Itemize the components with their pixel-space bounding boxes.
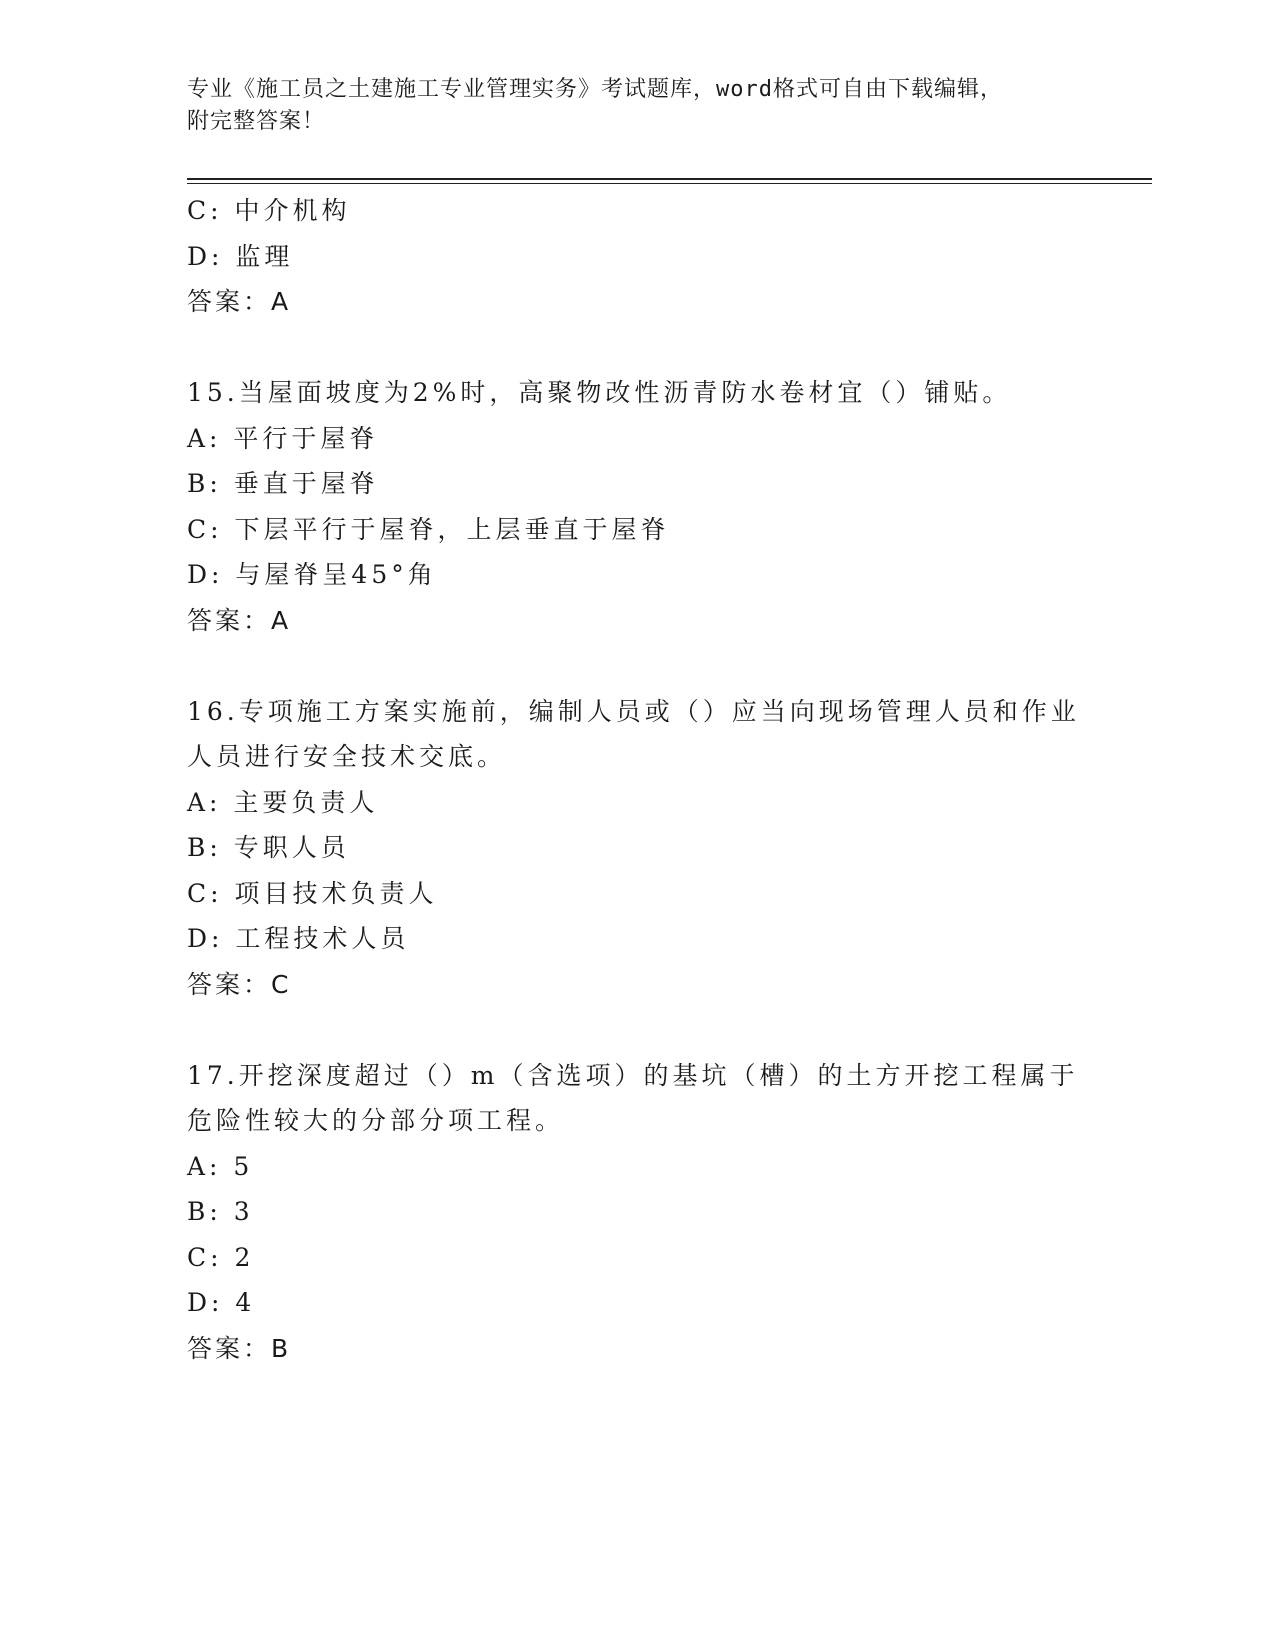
- spacer: [187, 643, 1087, 689]
- question-17: [187, 1053, 1087, 1372]
- question-content: [187, 188, 1087, 1371]
- option-a: A: 5: [187, 1151, 254, 1181]
- option-b: B: 3: [187, 1197, 254, 1226]
- header-line-2: 附完整答案！: [187, 109, 326, 134]
- option-a: A: 平行于屋脊: [187, 423, 379, 453]
- option-d: D: 4: [187, 1288, 256, 1317]
- question-text: 15.当屋面坡度为2%时，高聚物改性沥青防水卷材宜（）铺贴。: [187, 378, 1012, 407]
- spacer: [187, 325, 1087, 371]
- option-d: D: 监理: [187, 241, 294, 271]
- question-text: 17.开挖深度超过（）m（含选项）的基坑（槽）的土方开挖工程属于: [187, 1060, 1079, 1090]
- carryover-block: [187, 188, 1087, 325]
- option-d: D: 工程技术人员: [187, 924, 410, 953]
- question-15: [187, 370, 1087, 643]
- document-header: [187, 74, 1067, 138]
- header-line-1: 专业《施工员之土建施工专业管理实务》考试题库，word格式可自由下载编辑，: [187, 77, 1003, 102]
- answer-line: 答案：B: [187, 1333, 292, 1363]
- option-c: C: 下层平行于屋脊，上层垂直于屋脊: [187, 514, 670, 544]
- option-c: C: 中介机构: [187, 196, 351, 225]
- option-b: B: 垂直于屋脊: [187, 469, 379, 498]
- option-c: C: 项目技术负责人: [187, 878, 438, 908]
- question-text-continued: 危险性较大的分部分项工程。: [187, 1106, 565, 1135]
- spacer: [187, 1007, 1087, 1053]
- option-c: C: 2: [187, 1242, 255, 1272]
- header-divider: [187, 178, 1152, 180]
- question-text-continued: 人员进行安全技术交底。: [187, 742, 507, 771]
- question-text: 16.专项施工方案实施前，编制人员或（）应当向现场管理人员和作业: [187, 696, 1080, 726]
- option-a: A: 主要负责人: [187, 787, 379, 817]
- header-divider-thin: [187, 183, 1152, 184]
- answer-line: 答案：C: [187, 969, 292, 999]
- answer-line: 答案：A: [187, 605, 292, 635]
- answer-line: 答案：A: [187, 287, 292, 316]
- option-d: D: 与屋脊呈45°角: [187, 560, 437, 589]
- option-b: B: 专职人员: [187, 833, 350, 862]
- question-16: [187, 689, 1087, 1008]
